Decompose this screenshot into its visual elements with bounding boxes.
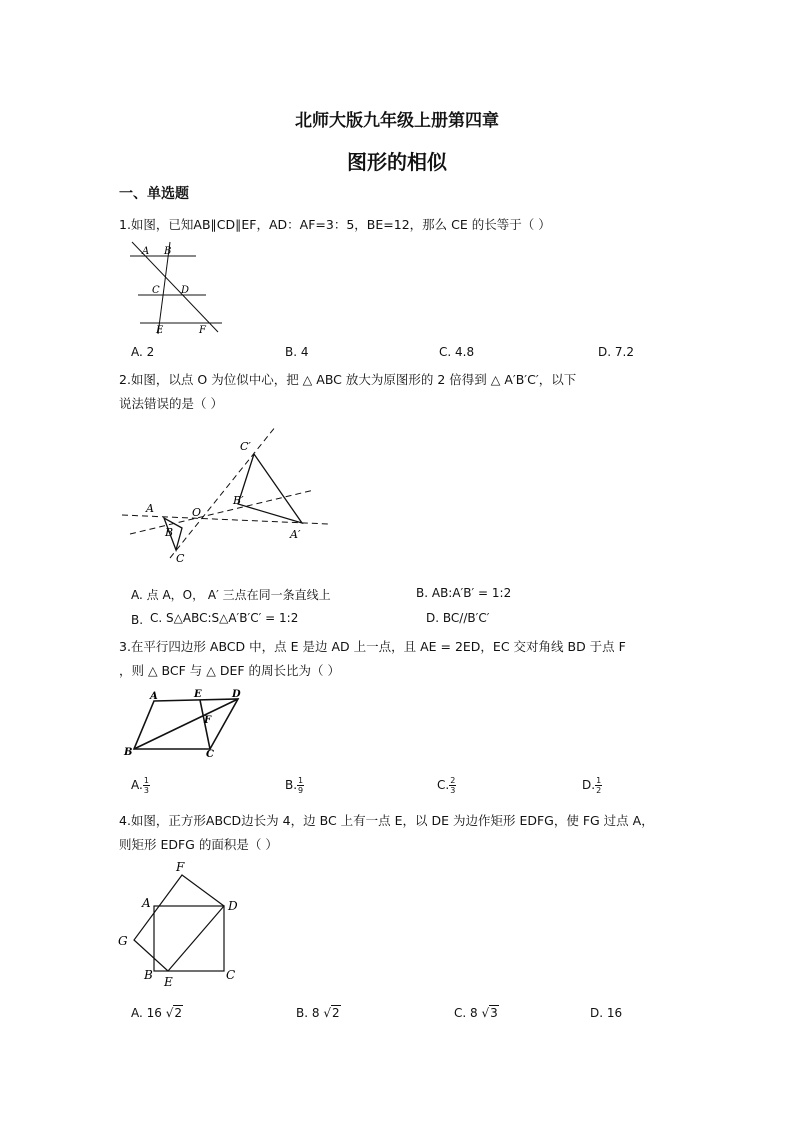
label-F: F <box>176 860 185 874</box>
question-2-stem-line2: 说法错误的是（ ） <box>119 396 223 411</box>
q2-option-a: A. 点 A，O， A′ 三点在同一条直线上 <box>131 588 331 602</box>
label-A-prime: A′ <box>290 528 301 541</box>
label-B-prime: B′ <box>233 494 244 507</box>
question-1-stem: 1.如图，已知AB∥CD∥EF，AD：AF=3：5，BE=12，那么 CE 的长等于（ ） <box>119 217 551 232</box>
q3-option-b: B. $\frac{1}{9}$ <box>285 776 304 795</box>
label-A: A <box>142 246 150 257</box>
q1-option-d: D. 7.2 <box>598 345 634 359</box>
question-2-figure <box>118 422 334 572</box>
label-C-prime: C′ <box>240 440 251 453</box>
label-C: C <box>152 285 160 296</box>
label-A: A <box>150 691 158 702</box>
q4-option-a: A. 16 √2 <box>131 1006 183 1020</box>
q3-option-c: C. $\frac{2}{3}$ <box>437 776 456 795</box>
q1-option-c: C. 4.8 <box>439 345 475 359</box>
label-B: B <box>165 526 174 539</box>
label-F: F <box>204 715 212 726</box>
q2-option-c: C. S△ABC:S△A′B′C′ = 1:2 <box>150 611 299 625</box>
label-E: E <box>194 689 202 700</box>
question-1-figure <box>122 238 226 338</box>
question-3-stem-line2: ，则 △ BCF 与 △ DEF 的周长比为（ ） <box>119 663 341 678</box>
label-D: D <box>232 689 241 700</box>
q4-option-b: B. 8 √2 <box>296 1006 340 1020</box>
q2-option-d: D. BC//B′C′ <box>426 611 490 625</box>
question-4-stem-line1: 4.如图，正方形ABCD边长为 4，边 BC 上有一点 E，以 DE 为边作矩形 EDFG，使 FG 过点 A， <box>119 813 654 828</box>
label-G: G <box>118 934 128 948</box>
label-A: A <box>146 502 154 515</box>
label-E: E <box>164 975 173 989</box>
label-F: F <box>199 325 206 336</box>
label-C: C <box>176 552 185 565</box>
label-B: B <box>124 747 133 758</box>
q3-option-a: A. $\frac{1}{3}$ <box>131 776 149 795</box>
label-D: D <box>181 285 190 296</box>
label-C: C <box>226 968 236 982</box>
q2-option-b-stray: B. <box>131 613 144 627</box>
q1-option-a: A. 2 <box>131 345 155 359</box>
question-4-figure <box>114 856 244 990</box>
label-C: C <box>206 749 214 760</box>
label-O: O <box>192 506 202 519</box>
label-E: E <box>156 325 164 336</box>
q4-option-d: D. 16 <box>590 1006 623 1020</box>
q2-option-b: B. AB:A′B′ = 1:2 <box>416 586 512 600</box>
label-A: A <box>142 896 151 910</box>
question-4-stem-line2: 则矩形 EDFG 的面积是（ ） <box>119 837 278 852</box>
document-title: 北师大版九年级上册第四章 <box>295 111 499 131</box>
question-3-stem-line1: 3.在平行四边形 ABCD 中，点 E 是边 AD 上一点，且 AE = 2ED，EC 交对角线 BD 于点 F <box>119 639 626 654</box>
label-B: B <box>144 968 153 982</box>
q3-option-d: D. $\frac{1}{2}$ <box>582 776 602 795</box>
document-subtitle: 图形的相似 <box>347 150 447 174</box>
q4-option-c: C. 8 √3 <box>454 1006 498 1020</box>
section-heading: 一、单选题 <box>119 186 189 202</box>
label-D: D <box>228 899 238 913</box>
q1-option-b: B. 4 <box>285 345 309 359</box>
label-B: B <box>164 246 172 257</box>
question-2-stem-line1: 2.如图，以点 O 为位似中心，把 △ ABC 放大为原图形的 2 倍得到 △ A′B′C′，以下 <box>119 372 577 387</box>
question-3-figure <box>120 685 250 761</box>
